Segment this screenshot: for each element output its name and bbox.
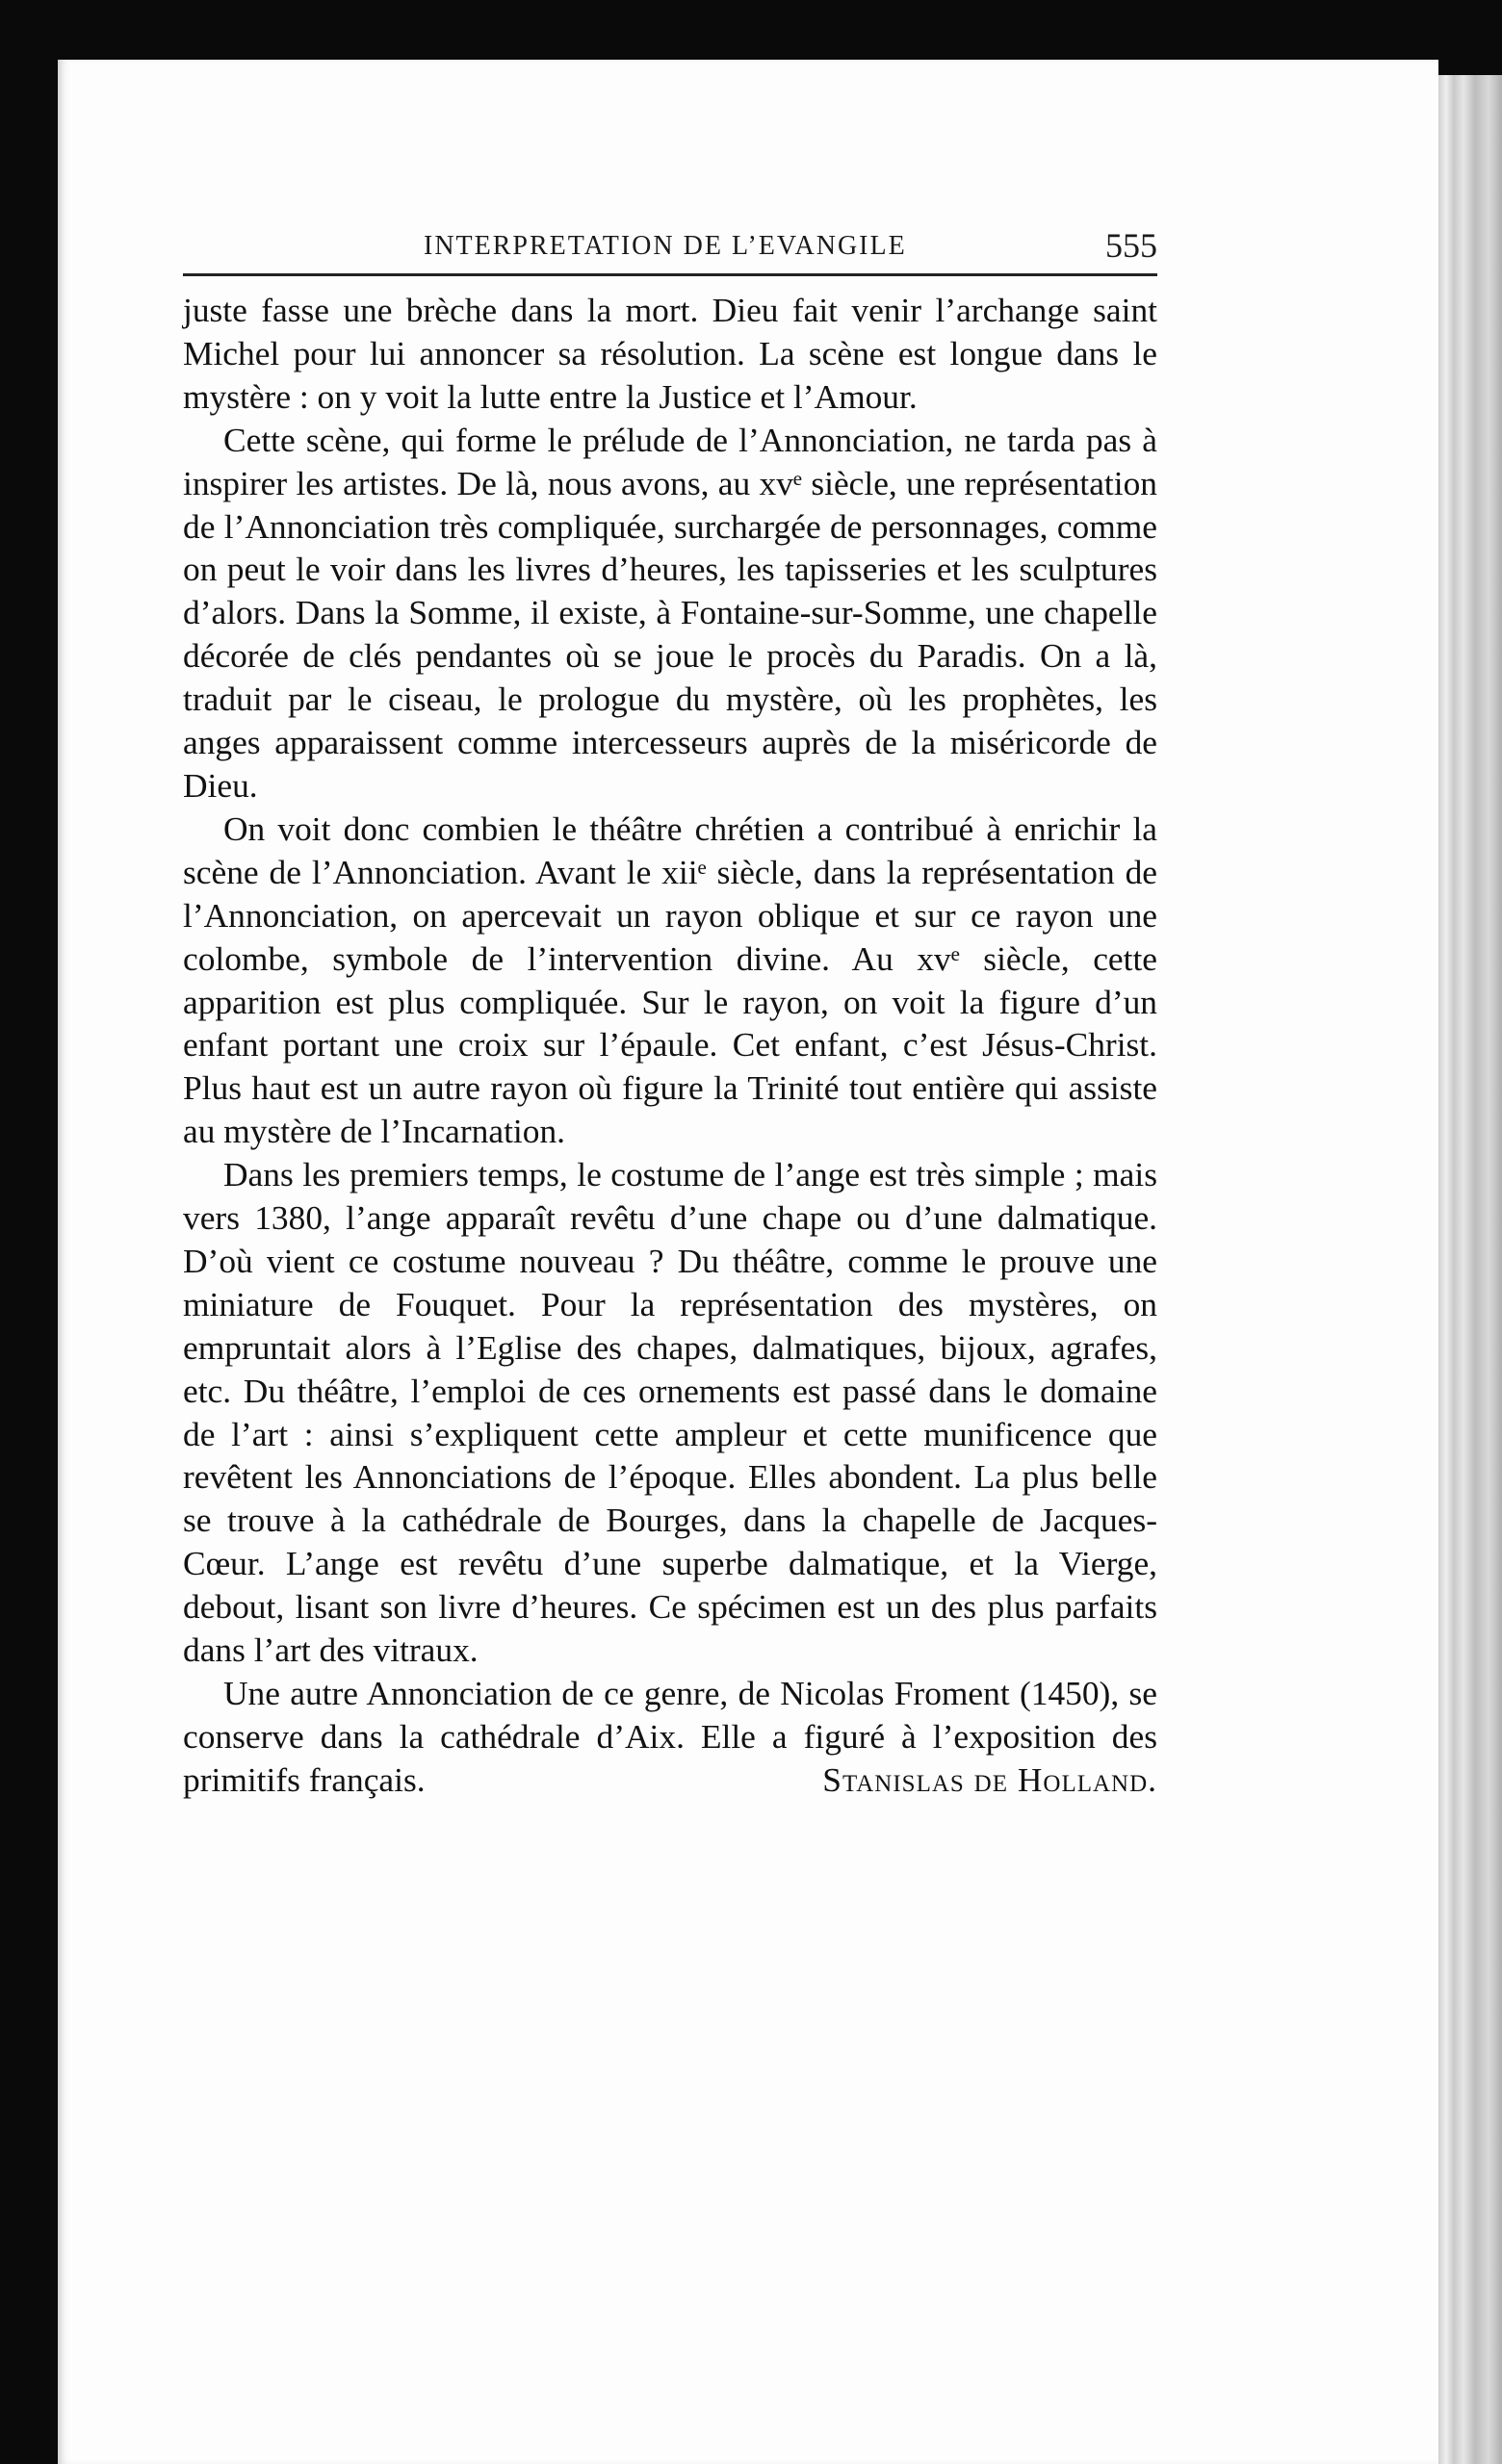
body-text xyxy=(183,289,1157,1802)
paragraph-2: Cette scène, qui forme le prélude de l’Annonciation, ne tarda pas à inspirer les artistes. De là, nous avons, au xvᵉ siècle, une représentation de l’Annonciation très compliquée, surchargée de personnages, comme on peut le voir dans les livres d’heures, les tapisseries et les sculptures d’alors. Dans la Somme, il existe, à Fontaine-sur-Somme, une chapelle décorée de clés pendantes où se joue le procès du Paradis. On a là, traduit par le ciseau, le prologue du mystère, où les prophètes, les anges apparaissent comme intercesseurs auprès de la miséricorde de Dieu. xyxy=(183,420,1157,805)
paragraph-1: juste fasse une brèche dans la mort. Dieu fait venir l’archange saint Michel pour lui annoncer sa résolution. La scène est longue dans le mystère : on y voit la lutte entre la Justice et l’Amour. xyxy=(183,291,1157,416)
paragraph-3: On voit donc combien le théâtre chrétien a contribué à enrichir la scène de l’Annonciation. Avant le xiiᵉ siècle, dans la représentation de l’Annonciation, on apercevait un rayon oblique et sur ce rayon une colombe, symbole de l’intervention divine. Au xvᵉ siècle, cette apparition est plus compliquée. Sur le rayon, on voit la figure d’un enfant portant une croix sur l’épaule. Cet enfant, c’est Jésus-Christ. Plus haut est un autre rayon où figure la Trinité tout entière qui assiste au mystère de l’Incarnation. xyxy=(183,808,1157,1151)
running-head xyxy=(183,226,1157,276)
running-title: INTERPRETATION DE L’EVANGILE xyxy=(424,231,907,261)
paragraph-5 xyxy=(183,1672,1157,1802)
author-signature: Stanislas de Holland. xyxy=(822,1759,1157,1799)
paragraph-5-text: Une autre Annonciation de ce genre, de Nicolas Froment (1450), se conserve dans la cathédrale d’Aix. Elle a figuré à l’exposition des primitifs français. xyxy=(183,1674,1157,1799)
page-number: 555 xyxy=(1105,226,1157,265)
paragraph-4: Dans les premiers temps, le costume de l’ange est très simple ; mais vers 1380, l’ange apparaît revêtu d’une chape ou d’une dalmatique. D’où vient ce costume nouveau ? Du théâtre, comme le prouve une miniature de Fouquet. Pour la représentation des mystères, on empruntait alors à l’Eglise des chapes, dalmatiques, bijoux, agrafes, etc. Du théâtre, l’emploi de ces ornements est passé dans le domaine de l’art : ainsi s’expliquent cette ampleur et cette munificence que revêtent les Annonciations de l’époque. Elles abondent. La plus belle se trouve à la cathédrale de Bourges, dans la chapelle de Jacques-Cœur. L’ange est revêtu d’une superbe dalmatique, et la Vierge, debout, lisant son livre d’heures. Ce spécimen est un des plus parfaits dans l’art des vitraux. xyxy=(183,1155,1157,1670)
